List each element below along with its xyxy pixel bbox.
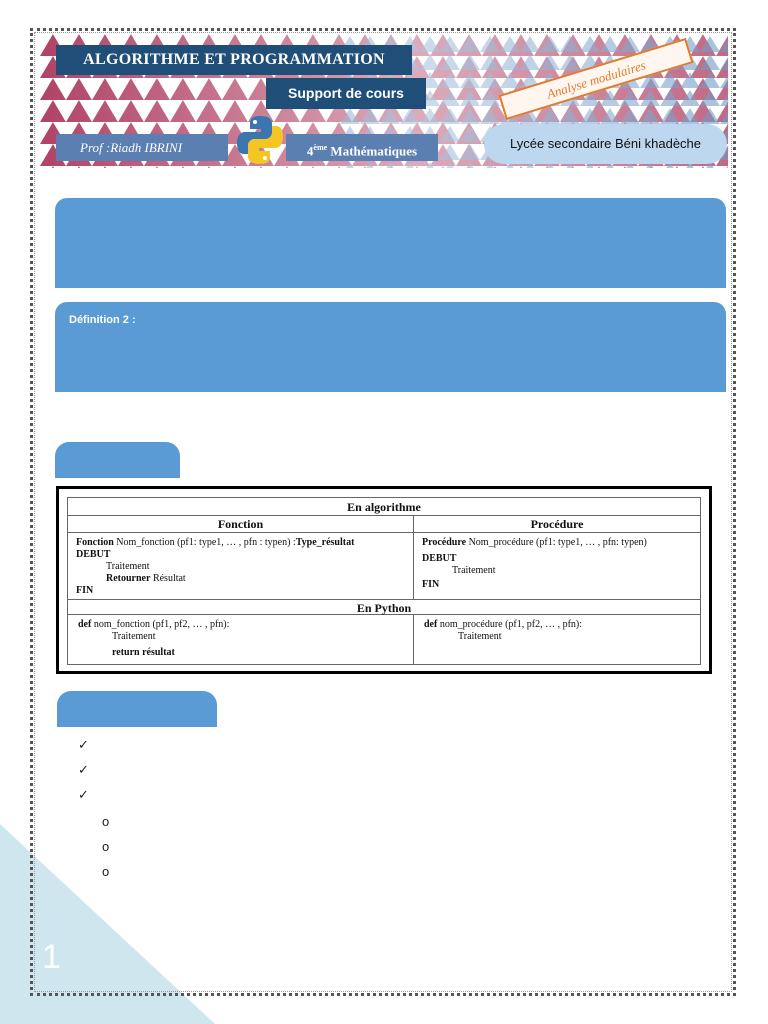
school-name: Lycée secondaire Béni khadèche: [484, 124, 727, 164]
page-number: 1: [42, 938, 61, 976]
definition-1-panel: [55, 198, 726, 288]
python-logo-icon: [236, 114, 284, 166]
python-heading: En Python: [68, 599, 700, 615]
check-bullet: ✓: [78, 787, 89, 802]
definition-2-label: Définition 2 :: [69, 314, 136, 326]
algo-heading: En algorithme: [68, 498, 700, 516]
author-label: Prof :Riadh IBRINI: [56, 134, 228, 161]
course-subtitle: Support de cours: [266, 78, 426, 109]
circle-bullet: o: [102, 864, 110, 879]
level-label: 4ème Mathématiques: [286, 134, 438, 161]
check-bullet: ✓: [78, 762, 89, 777]
function-column-header: Fonction: [68, 516, 414, 533]
topic-stamp: Analyse modulaires: [498, 38, 693, 120]
syntax-table-frame: [56, 486, 712, 674]
definition-2-panel: [55, 302, 726, 392]
procedure-column-header: Procédure: [414, 516, 700, 533]
check-bullet: ✓: [78, 737, 89, 752]
syntax-section-tab: [55, 442, 180, 478]
algo-function-cell: Fonction Nom_fonction (pf1: type1, … , pfn : typen) :Type_résultat DEBUT Traitement Retourner Résultat FIN: [68, 533, 414, 599]
syntax-table: [67, 497, 701, 665]
algo-procedure-cell: Procédure Nom_procédure (pf1: type1, … , pfn: typen) DEBUT Traitement FIN: [422, 537, 647, 590]
remarks-section-tab: [57, 691, 217, 727]
python-function-cell: def nom_fonction (pf1, pf2, … , pfn): Traitement return résultat: [68, 615, 414, 665]
python-procedure-cell: def nom_procédure (pf1, pf2, … , pfn): Traitement: [424, 619, 583, 642]
circle-bullet: o: [102, 839, 110, 854]
circle-bullet: o: [102, 814, 110, 829]
course-title: ALGORITHME ET PROGRAMMATION: [56, 45, 412, 75]
